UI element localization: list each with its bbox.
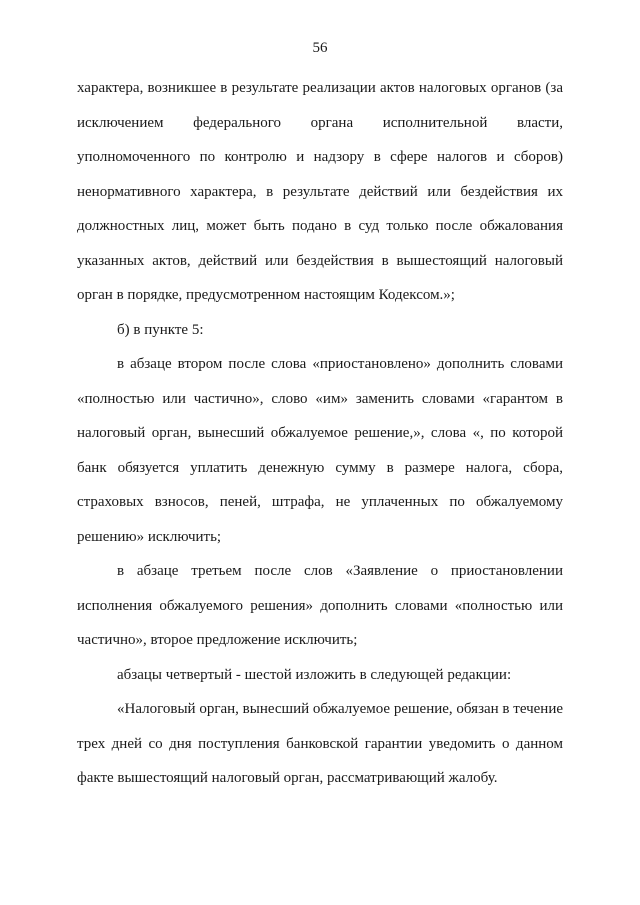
paragraph-fourth-sixth-abzac: абзацы четвертый - шестой изложить в следующей редакции:: [117, 666, 512, 683]
paragraph-subpoint-b: б) в пункте 5:: [117, 321, 204, 338]
paragraph-quoted-new-text: «Налоговый орган, вынесший обжалуемое решение, обязан в течение трех дней со дня поступления банковской гарантии уведомить о данном факте вышестоящий налоговый орган, рассматривающий жалобу.: [77, 701, 564, 786]
paragraph-third-abzac: в абзаце третьем после слов «Заявление о приостановлении исполнения обжалуемого решения» дополнить словами «полностью или частично», второе предложение исключить;: [77, 563, 563, 648]
paragraph-continuation: характера, возникшее в результате реализации актов налоговых органов (за исключением федерального органа исполнительной власти, уполномоченного по контролю и надзору в сфере налогов и сборов) ненормативного характера, в результате действий или бездействия их должностных лиц, может быть подано в суд только после обжалования указанных актов, действий или бездействия в вышестоящий налоговый орган в порядке, предусмотренном настоящим Кодексом.»;: [77, 80, 563, 303]
paragraph-second-abzac: в абзаце втором после слова «приостановлено» дополнить словами «полностью или частично», слово «им» заменить словами «гарантом в налоговый орган, вынесший обжалуемое решение,», слова «, по которой банк обязуется уплатить денежную сумму в размере налога, сбора, страховых взносов, пеней, штрафа, не уплаченных по обжалуемому решению» исключить;: [77, 356, 563, 545]
document-body: [77, 71, 563, 796]
page-number: 56: [312, 40, 328, 56]
